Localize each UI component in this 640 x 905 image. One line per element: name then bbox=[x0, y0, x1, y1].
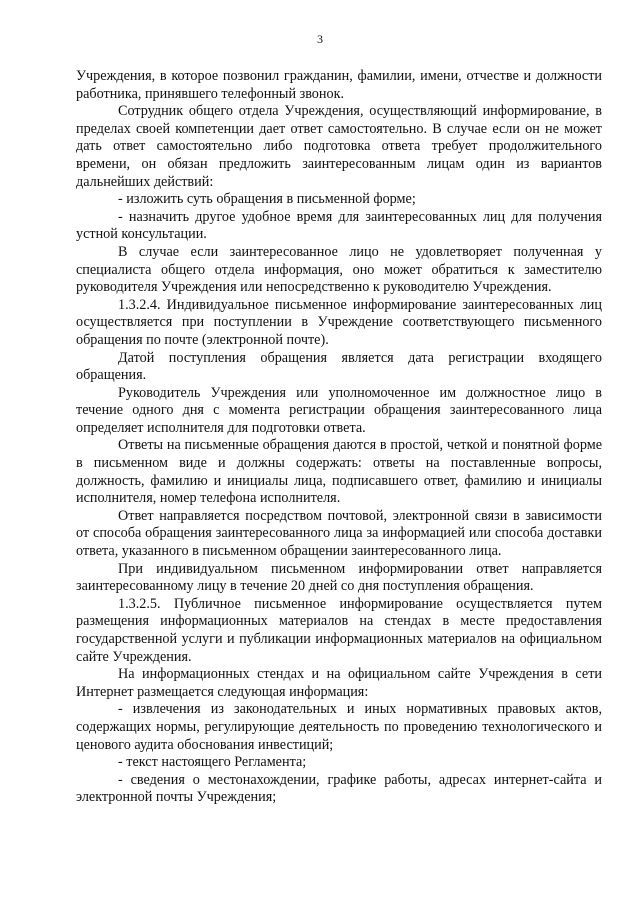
paragraph: Учреждения, в которое позвонил гражданин, фамилии, имени, отчестве и должности работника, принявшего телефонный звонок. bbox=[76, 68, 602, 102]
paragraph: Ответ направляется посредством почтовой, электронной связи в зависимости от способа обращения заинтересованного лица за информацией или способа доставки ответа, указанного в письменном обращении заинтересованного лица. bbox=[76, 507, 602, 560]
document-body bbox=[76, 68, 602, 807]
paragraph: На информационных стендах и на официальном сайте Учреждения в сети Интернет размещается следующая информация: bbox=[76, 666, 602, 700]
list-item: - извлечения из законодательных и иных нормативных правовых актов, содержащих нормы, регулирующие деятельность по проведению технологического и ценового аудита обоснования инвестиций; bbox=[76, 701, 602, 753]
list-item: - назначить другое удобное время для заинтересованных лиц для получения устной консультации. bbox=[76, 208, 602, 243]
list-item: - изложить суть обращения в письменной форме; bbox=[118, 191, 416, 208]
list-item: - сведения о местонахождении, графике работы, адресах интернет-сайта и электронной почты Учреждения; bbox=[76, 771, 602, 806]
paragraph: 1.3.2.5. Публичное письменное информирование осуществляется путем размещения информационных материалов на стендах в месте предоставления государственной услуги и публикации информационных материалов на официальном сайте Учреждения. bbox=[76, 595, 602, 665]
paragraph: В случае если заинтересованное лицо не удовлетворяет полученная у специалиста общего отдела информация, оно может обратиться к заместителю руководителя Учреждения или непосредственно к руководителю Учреждения. bbox=[76, 243, 602, 296]
paragraph: Руководитель Учреждения или уполномоченное им должностное лицо в течение одного дня с момента регистрации обращения заинтересованного лица определяет исполнителя для подготовки ответа. bbox=[76, 384, 602, 436]
paragraph: При индивидуальном письменном информировании ответ направляется заинтересованному лицу в течение 20 дней со дня поступления обращения. bbox=[76, 560, 602, 595]
list-item: - текст настоящего Регламента; bbox=[118, 754, 307, 771]
paragraph: Ответы на письменные обращения даются в простой, четкой и понятной форме в письменном виде и должны содержать: ответы на поставленные вопросы, должность, фамилию и инициалы лица, подписавшего ответ, фамилию и инициалы исполнителя, номер телефона исполнителя. bbox=[76, 437, 602, 507]
page-number: 3 bbox=[317, 32, 323, 46]
paragraph: Сотрудник общего отдела Учреждения, осуществляющий информирование, в пределах своей компетенции дает ответ самостоятельно. В случае если он не может дать ответ самостоятельно либо подготовка ответа требует продолжительного времени, он обязан предложить заинтересованным лицам один из вариантов дальнейших действий: bbox=[76, 103, 602, 190]
paragraph: 1.3.2.4. Индивидуальное письменное информирование заинтересованных лиц осуществляется при поступлении в Учреждение соответствующего письменного обращения по почте (электронной почте). bbox=[76, 296, 602, 348]
paragraph: Датой поступления обращения является дата регистрации входящего обращения. bbox=[76, 349, 602, 384]
